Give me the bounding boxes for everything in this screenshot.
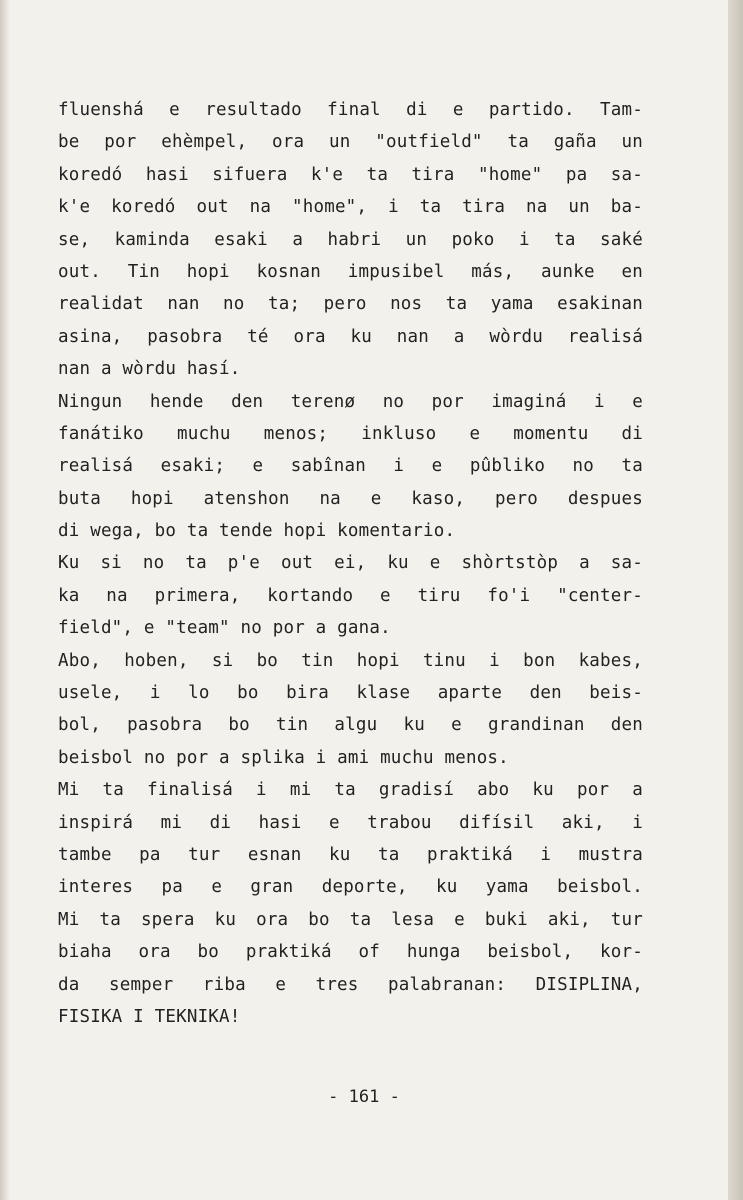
page-edge — [728, 0, 743, 1200]
text-line: Ningun hende den terenø no por imaginá i e — [58, 391, 643, 412]
text-line: bol, pasobra bo tin algu ku e grandinan den — [58, 715, 643, 736]
text-line: beisbol no por a splika i ami muchu menos. — [58, 747, 509, 768]
text-line: fanátiko muchu menos; inkluso e momentu di — [58, 423, 643, 444]
text-line: ka na primera, kortando e tiru fo'i "center- — [58, 585, 643, 606]
text-line: tambe pa tur esnan ku ta praktiká i mustra — [58, 844, 643, 865]
gutter-shadow — [0, 0, 10, 1200]
text-line: FISIKA I TEKNIKA! — [58, 1006, 241, 1027]
text-line: fluenshá e resultado final di e partido. Tam- — [58, 100, 643, 120]
text-line: interes pa e gran deporte, ku yama beisbol. — [58, 877, 643, 898]
text-line: usele, i lo bo bira klase aparte den beis- — [58, 683, 643, 704]
text-line: inspirá mi di hasi e trabou difísil aki, i — [58, 812, 643, 833]
text-line: da semper riba e tres palabranan: DISIPLINA, — [58, 974, 643, 995]
text-line: field", e "team" no por a gana. — [58, 618, 391, 639]
text-line: se, kaminda esaki a habri un poko i ta saké — [58, 229, 643, 250]
text-line: di wega, bo ta tende hopi komentario. — [58, 521, 456, 542]
text-line: k'e koredó out na "home", i ta tira na un ba- — [58, 197, 643, 218]
text-line: Mi ta spera ku ora bo ta lesa e buki aki, tur — [58, 909, 643, 930]
text-line: realisá esaki; e sabînan i e pûbliko no ta — [58, 456, 643, 477]
text-line: Abo, hoben, si bo tin hopi tinu i bon kabes, — [58, 650, 643, 671]
text-line: be por ehèmpel, ora un "outfield" ta gaña un — [58, 132, 643, 153]
text-line: koredó hasi sifuera k'e ta tira "home" pa sa- — [58, 164, 643, 185]
text-line: nan a wòrdu hasí. — [58, 359, 241, 380]
text-line: out. Tin hopi kosnan impusibel más, aunke en — [58, 261, 643, 282]
text-line: buta hopi atenshon na e kaso, pero despues — [58, 488, 643, 509]
body-text — [58, 94, 643, 1033]
text-line: Mi ta finalisá i mi ta gradisí abo ku por a — [58, 780, 643, 801]
text-line: biaha ora bo praktiká of hunga beisbol, kor- — [58, 942, 643, 963]
text-line: asina, pasobra té ora ku nan a wòrdu realisá — [58, 326, 643, 347]
page-number: - 161 - — [328, 1087, 400, 1107]
text-line: realidat nan no ta; pero nos ta yama esakinan — [58, 294, 643, 315]
text-line: Ku si no ta p'e out ei, ku e shòrtstòp a sa- — [58, 553, 643, 574]
